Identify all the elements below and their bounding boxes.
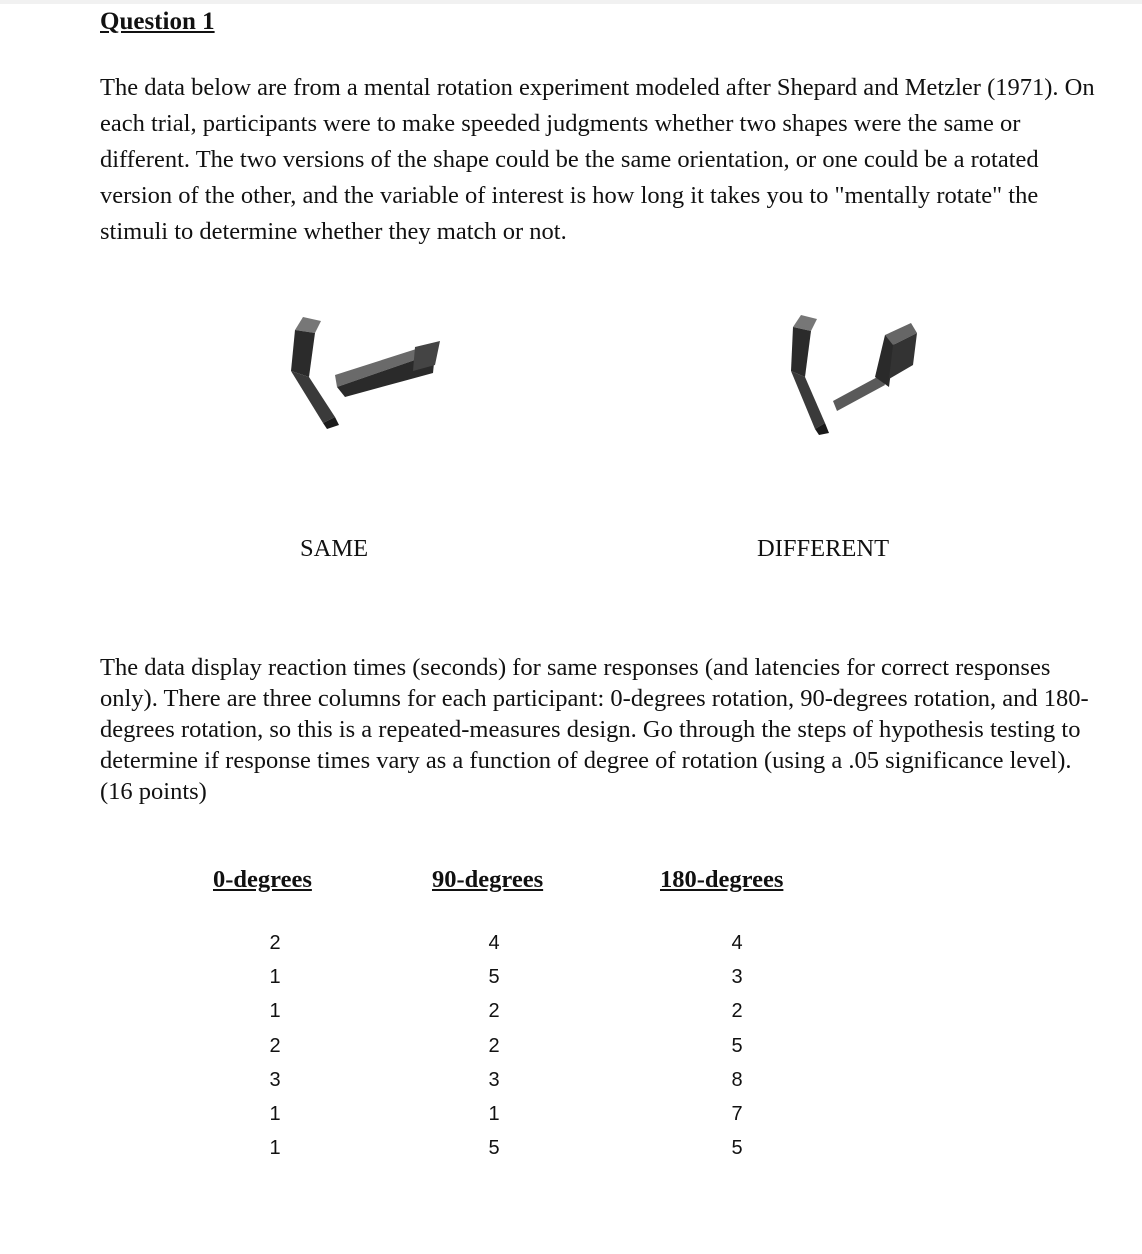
cell-90deg-5: 3 — [488, 1068, 500, 1091]
cell-180deg-6: 7 — [731, 1102, 743, 1125]
instructions-paragraph: The data display reaction times (seconds) for same responses (and latencies for correct responses only). There are three columns for each participant: 0-degrees rotation, 90-degrees rotation, and 180-degrees rotation, so this is a repeated-measures design. Go through the steps of hypothesis testing to determine if response times vary as a function of degree of rotation (using a .05 significance level). (16 points) — [100, 654, 1089, 805]
cell-0deg-4: 2 — [269, 1034, 281, 1057]
same-shape-figure — [285, 305, 445, 430]
same-shape-block — [291, 317, 440, 429]
cell-90deg-7: 5 — [488, 1137, 500, 1160]
column-0-degrees — [260, 926, 290, 1165]
cell-0deg-7: 1 — [269, 1137, 281, 1160]
top-border — [0, 0, 1142, 4]
cell-0deg-6: 1 — [269, 1102, 281, 1125]
cell-90deg-2: 5 — [488, 966, 500, 989]
cell-90deg-6: 1 — [488, 1102, 500, 1125]
cell-180deg-4: 5 — [731, 1034, 743, 1057]
different-label: DIFFERENT — [757, 535, 890, 562]
column-180-degrees — [722, 926, 752, 1165]
column-header-90-degrees: 90-degrees — [432, 866, 544, 893]
cell-90deg-1: 4 — [488, 932, 500, 954]
question-heading: Question 1 — [100, 8, 215, 35]
cell-180deg-3: 2 — [731, 1000, 743, 1023]
cell-0deg-1: 2 — [269, 932, 281, 954]
cell-90deg-3: 2 — [488, 1000, 500, 1023]
cell-0deg-3: 1 — [269, 1000, 281, 1023]
cell-180deg-2: 3 — [731, 966, 743, 989]
column-header-0-degrees: 0-degrees — [213, 866, 312, 893]
different-shape-figure — [785, 305, 920, 435]
cell-180deg-5: 8 — [731, 1068, 743, 1091]
cell-180deg-1: 4 — [731, 932, 743, 954]
same-label: SAME — [300, 535, 369, 562]
cell-180deg-7: 5 — [731, 1137, 743, 1160]
cell-0deg-2: 1 — [269, 966, 281, 989]
column-header-180-degrees: 180-degrees — [660, 866, 784, 893]
column-90-degrees — [479, 926, 509, 1165]
cell-90deg-4: 2 — [488, 1034, 500, 1057]
intro-paragraph: The data below are from a mental rotation experiment modeled after Shepard and Metzler (1971). On each trial, participants were to make speeded judgments whether two shapes were the same or different. The two versions of the shape could be the same orientation, or one could be a rotated version of the other, and the variable of interest is how long it takes you to "mentally rotate" the stimuli to determine whether they match or not. — [100, 74, 1095, 245]
cell-0deg-5: 3 — [269, 1068, 281, 1091]
different-shape-block — [791, 315, 917, 435]
